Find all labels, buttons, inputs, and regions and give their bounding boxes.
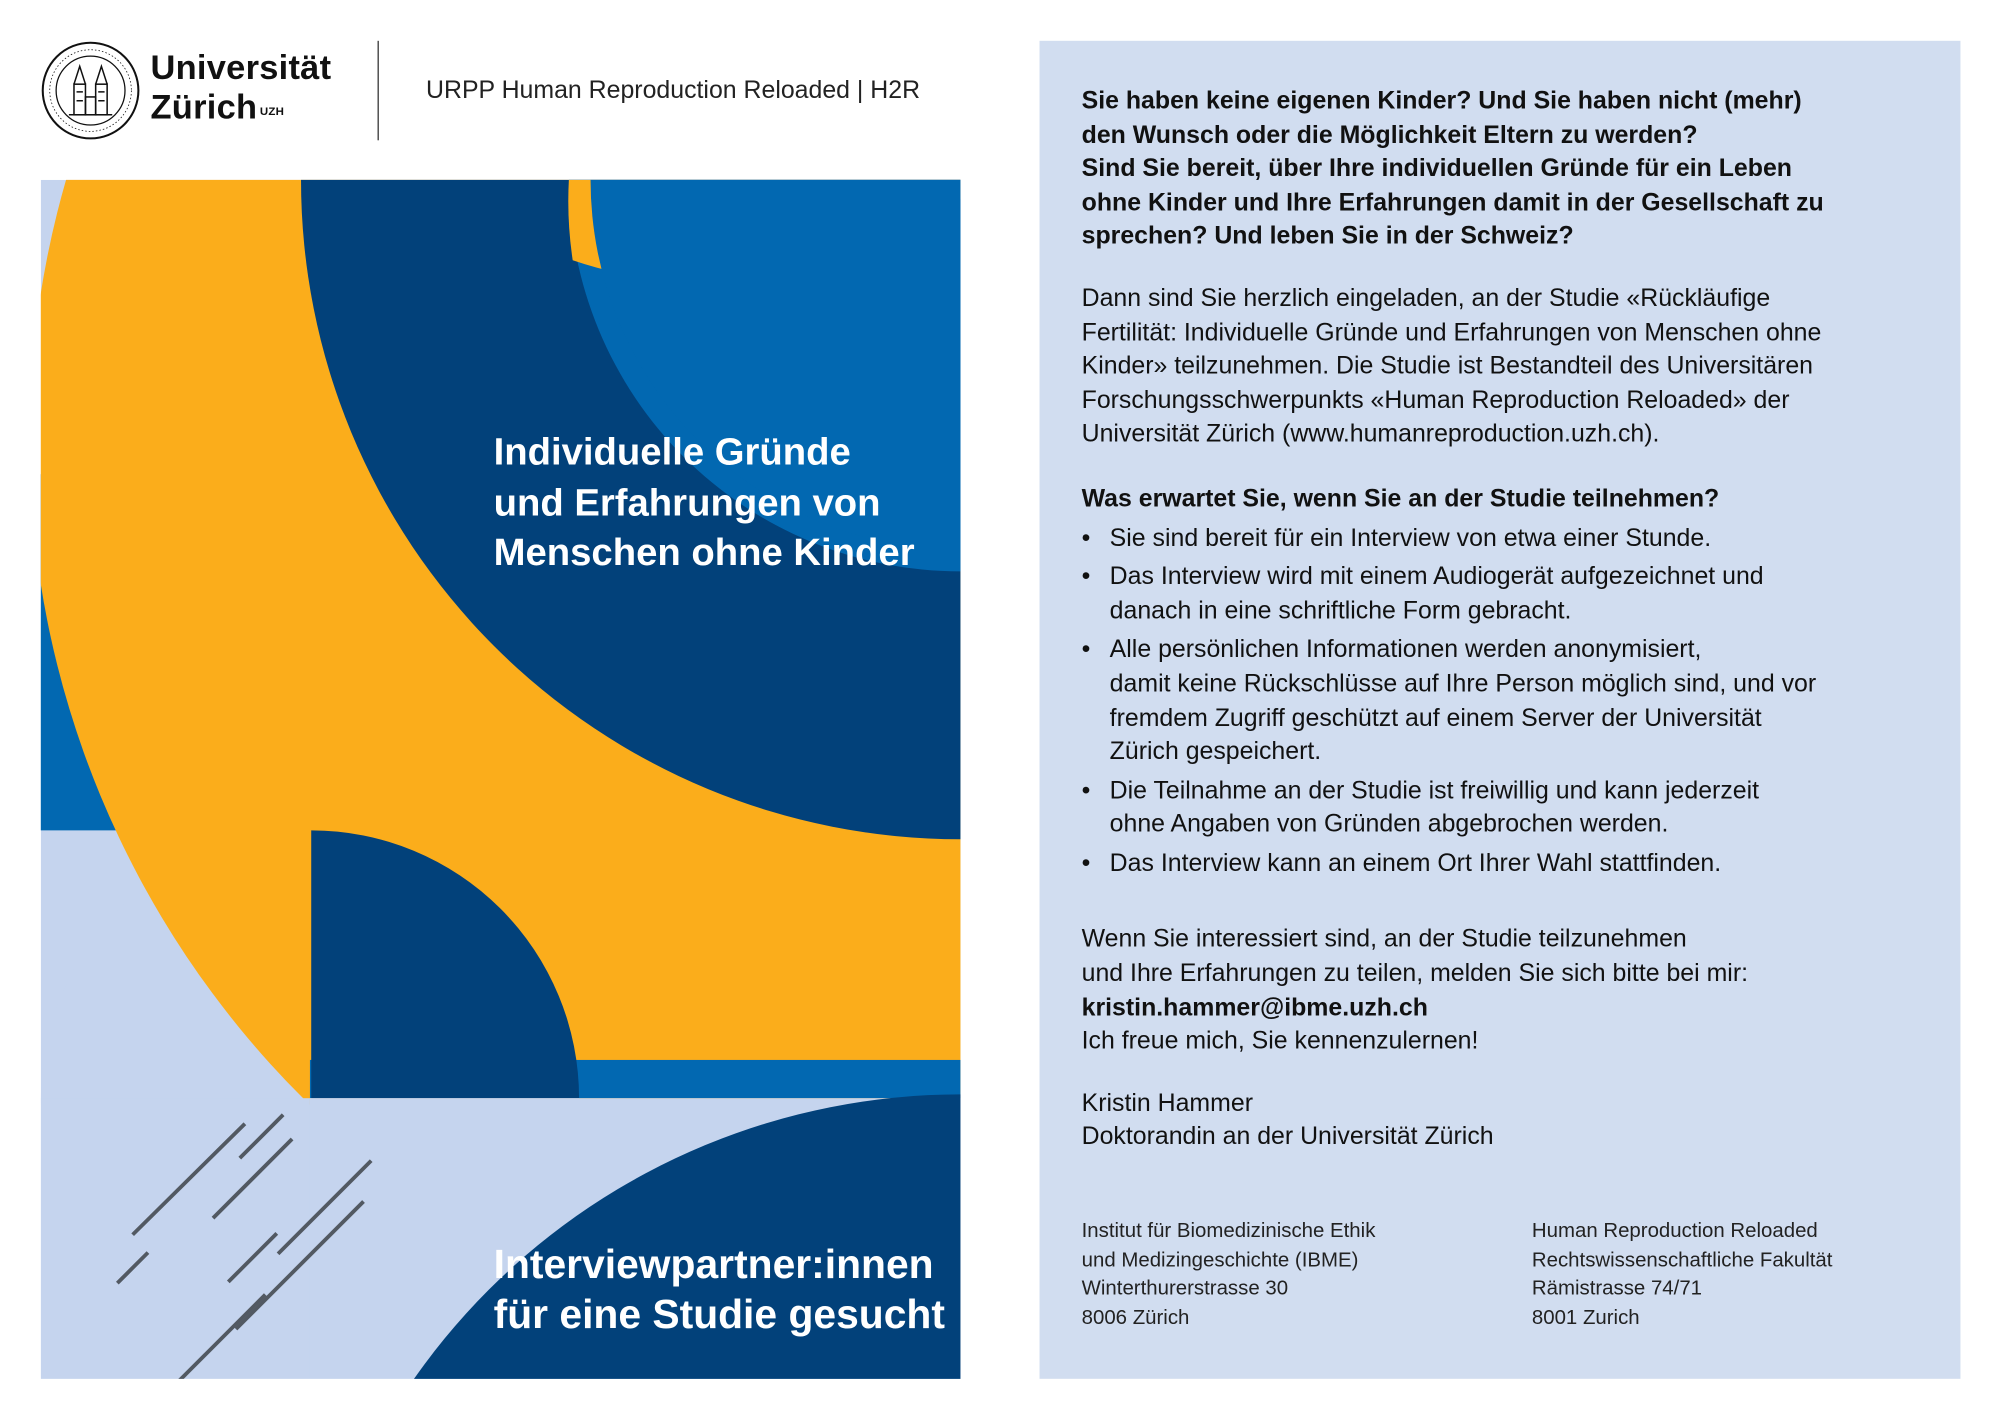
intro-questions [1082, 84, 1924, 254]
expectation-text [1110, 847, 1924, 881]
study-description [1082, 282, 1924, 452]
poster-graphic [41, 180, 961, 1379]
expectation-item [1082, 847, 1924, 881]
address-line: 8006 Zürich [1081, 1306, 1190, 1329]
address-line: Human Reproduction Reloaded [1531, 1220, 1818, 1243]
header-divider [378, 41, 379, 140]
bullet-dot-icon: • [1081, 523, 1091, 552]
expectation-item [1082, 633, 1924, 769]
bullet-dot-icon: • [1081, 776, 1091, 805]
address-line: Institut für Biomedizinische Ethik [1081, 1220, 1376, 1243]
expectation-text [1110, 633, 1924, 769]
address-h2r [1532, 1218, 1833, 1333]
university-wordmark [151, 48, 332, 127]
address-line: Rechtswissenschaftliche Fakultät [1531, 1249, 1833, 1272]
description-line: Forschungsschwerpunkts «Human Reproduction Reloaded» der [1081, 386, 1790, 415]
uzh-suffix: UZH [259, 104, 285, 118]
poster-subtitle [494, 1240, 953, 1339]
expectation-text [1110, 560, 1924, 628]
expectations-list [1082, 521, 1924, 881]
expectation-text [1110, 521, 1924, 555]
expectation-line: Das Interview kann an einem Ort Ihrer Wahl stattfinden. [1109, 849, 1722, 878]
poster-shapes [41, 180, 961, 1379]
poster-subtitle-line: Interviewpartner:innen [493, 1241, 934, 1287]
address-line: und Medizingeschichte (IBME) [1081, 1249, 1359, 1272]
expectation-text [1110, 774, 1924, 842]
poster-subtitle-line: für eine Studie gesucht [493, 1290, 945, 1337]
university-name-line1: Universität [150, 48, 332, 87]
poster-title [494, 427, 953, 578]
expectation-line: damit keine Rückschlüsse auf Ihre Person möglich sind, und vor [1109, 669, 1817, 698]
contact-line-1: Wenn Sie interessiert sind, an der Studie teilzunehmen [1081, 925, 1687, 954]
intro-line: den Wunsch oder die Möglichkeit Eltern zu werden? [1081, 120, 1698, 149]
expectation-item [1082, 560, 1924, 628]
expectation-line: ohne Angaben von Gründen abgebrochen werden. [1109, 810, 1669, 839]
expectation-line: Alle persönlichen Informationen werden anonymisiert, [1109, 635, 1702, 664]
expectation-line: danach in eine schriftliche Form gebracht. [1109, 596, 1572, 625]
expectation-item [1082, 521, 1924, 555]
address-line: Winterthurerstrasse 30 [1081, 1278, 1289, 1300]
signature [1082, 1087, 1924, 1155]
description-line: Fertilität: Individuelle Gründe und Erfahrungen von Menschen ohne [1081, 318, 1822, 347]
address-line: 8001 Zurich [1531, 1306, 1640, 1329]
poster-title-line: Menschen ohne Kinder [493, 531, 915, 574]
expectation-line: Das Interview wird mit einem Audiogerät aufgezeichnet und [1109, 562, 1764, 591]
description-line: Kinder» teilzunehmen. Die Studie ist Bestandteil des Universitären [1081, 352, 1814, 381]
info-panel-content [1082, 84, 1924, 1154]
poster-title-line: und Erfahrungen von [493, 481, 881, 524]
expectation-line: Sie sind bereit für ein Interview von etwa einer Stunde. [1109, 523, 1712, 552]
intro-line: sprechen? Und leben Sie in der Schweiz? [1081, 222, 1574, 251]
closing-line: Ich freue mich, Sie kennenzulernen! [1081, 1027, 1479, 1056]
university-seal-logo [41, 41, 140, 140]
project-name: URPP Human Reproduction Reloaded | H2R [426, 76, 921, 105]
bullet-dot-icon: • [1081, 849, 1091, 878]
description-line: Dann sind Sie herzlich eingeladen, an der Studie «Rückläufige [1081, 284, 1771, 313]
expectations-heading: Was erwartet Sie, wenn Sie an der Studie teilnehmen? [1081, 484, 1720, 513]
expectation-line: fremdem Zugriff geschützt auf einem Server der Universität [1109, 703, 1762, 732]
bullet-dot-icon: • [1081, 635, 1091, 664]
signature-role: Doktorandin an der Universität Zürich [1081, 1122, 1494, 1152]
bullet-dot-icon: • [1081, 562, 1091, 591]
address-line: Rämistrasse 74/71 [1531, 1278, 1703, 1300]
intro-line: ohne Kinder und Ihre Erfahrungen damit in der Gesellschaft zu [1081, 188, 1824, 217]
university-name-line2: Zürich [150, 88, 258, 127]
address-ibme [1082, 1218, 1376, 1333]
contact-paragraph [1082, 923, 1924, 1059]
expectation-line: Zürich gespeichert. [1109, 737, 1322, 766]
intro-line: Sie haben keine eigenen Kinder? Und Sie haben nicht (mehr) [1081, 86, 1802, 115]
intro-line: Sind Sie bereit, über Ihre individuellen Gründe für ein Leben [1081, 154, 1792, 183]
contact-email-link[interactable]: kristin.hammer@ibme.uzh.ch [1081, 993, 1428, 1022]
signature-name: Kristin Hammer [1081, 1089, 1253, 1118]
description-line: Universität Zürich (www.humanreproduction.uzh.ch). [1081, 420, 1660, 449]
expectation-item [1082, 774, 1924, 842]
expectation-line: Die Teilnahme an der Studie ist freiwillig und kann jederzeit [1109, 776, 1760, 805]
poster-title-line: Individuelle Gründe [493, 431, 851, 474]
contact-line-2: und Ihre Erfahrungen zu teilen, melden Sie sich bitte bei mir: [1081, 959, 1749, 988]
